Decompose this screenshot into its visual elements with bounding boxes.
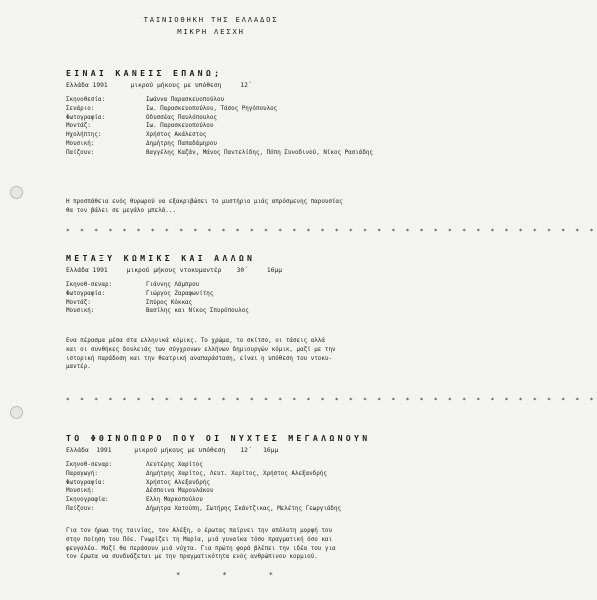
credit-row bbox=[66, 479, 406, 488]
separator: * * * * * * * * * * * * * * * * * * * * * * * * * * * * * * * * * * * * * * bbox=[66, 228, 597, 235]
credit-role: Σκηνοθεσία: bbox=[66, 97, 106, 103]
credit-name: Γιώργος Ζαραφωνίτης bbox=[146, 290, 214, 297]
credit-row bbox=[66, 114, 406, 123]
punch-hole bbox=[10, 406, 23, 419]
credit-row bbox=[66, 149, 406, 158]
film-title: ΤΟ ΦΘΙΝΟΠΩΡΟ ΠΟΥ ΟΙ ΝΥΧΤΕΣ ΜΕΓΑΛΩΝΟΥΝ bbox=[66, 433, 371, 443]
credit-row bbox=[66, 281, 406, 290]
credit-role: Φωτογραφία: bbox=[66, 290, 106, 297]
credit-role: Φωτογραφία: bbox=[66, 114, 106, 121]
synopsis-line: φευγαλέα. Μαζί θα περάσουν μιά νύχτα. Για πρώτη φορά βλέπει την ιδέα του για bbox=[66, 545, 336, 552]
credit-role: Σκηνογραφία: bbox=[66, 497, 109, 504]
credit-row bbox=[66, 496, 406, 505]
separator: * * * * * * * * * * * * * * * * * * * * * * * * * * * * * * * * * * * * * * bbox=[66, 397, 597, 404]
archive-name: ΤΑΙΝΙΟΘΗΚΗ ΤΗΣ ΕΛΛΑΔΟΣ bbox=[143, 15, 279, 24]
credit-name: Οδυσσέας Παυλόπουλος bbox=[146, 114, 217, 121]
credit-role: Παίζουν: bbox=[66, 505, 95, 512]
film-title: ΕΙΝΑΙ ΚΑΝΕΙΣ ΕΠΑΝΩ; bbox=[66, 68, 223, 78]
closing-asterisks: * * * bbox=[176, 571, 273, 579]
credit-row bbox=[66, 140, 406, 149]
credit-row bbox=[66, 307, 406, 316]
punch-hole bbox=[10, 186, 23, 199]
film-entry bbox=[66, 68, 406, 158]
synopsis-line: Ενα πέρασμα μέσα στα ελληνικά κόμικς. Το χρώμα, το σκίτσο, οι τάσεις αλλά bbox=[66, 338, 325, 344]
film-details: Ελλάδα 1991 μικρού μήκους με υπόθεση 12΄ bbox=[66, 82, 252, 89]
credits-list bbox=[66, 96, 406, 158]
synopsis-line: τον έρωτα να συνδυάζεται με την πραγματικότητα ενός ανθρώπινου κορμιού. bbox=[66, 554, 318, 561]
credits-list bbox=[66, 281, 406, 316]
credit-role: Μουσική: bbox=[66, 308, 95, 315]
credit-name: Βαγγέλης Καζάν, Μάνος Παντελίδης, Πόπη Συνοδινού, Νίκος Ρασιάδης bbox=[146, 149, 373, 156]
credit-row bbox=[66, 122, 406, 131]
credit-name: Χρήστος Ακάλεστος bbox=[146, 132, 207, 139]
synopsis-line: και οι συνθήκες δουλειάς των σύγχρονων ελλήνων δημιουργών κόμικ, μαζί με την bbox=[66, 346, 336, 353]
credit-name: Χρήστος Αλεξανδρής bbox=[146, 479, 210, 486]
credit-name: Λευτέρης Χαρίτος bbox=[146, 462, 203, 468]
credit-role: Μουσική: bbox=[66, 488, 95, 495]
credit-name: Δημήτρης Παπαδάμηρου bbox=[146, 140, 217, 147]
synopsis bbox=[66, 198, 406, 216]
credit-role: Ηχολήπτης: bbox=[66, 132, 102, 139]
synopsis-line: ιστορική παράδοση και την θεατρική αναπαράσταση, είναι η υπόθεση του ντοκυ- bbox=[66, 355, 332, 362]
credit-name: Δημήτρης Χαρίτος, Λευτ. Χαρίτος, Χρήστος Αλεξανδρής bbox=[146, 470, 327, 477]
synopsis-line: Για τον ήρωα της ταινίας, τον Αλέξη, ο έρωτας παίρνει την απόλυτη μορφή του bbox=[66, 528, 332, 534]
credit-name: Γιάννης Λάμπρου bbox=[146, 282, 200, 288]
credit-name: Ιω. Παρασκευοπούλου bbox=[146, 123, 214, 130]
credit-name: Βασίλης και Νίκος Σπυρόπουλος bbox=[146, 308, 249, 315]
credit-row bbox=[66, 96, 406, 105]
synopsis-line: θα τον βάλει σε μεγάλο μπελά... bbox=[66, 207, 176, 214]
credit-role: Σενάριο: bbox=[66, 105, 95, 112]
film-details: Ελλάδα 1991 μικρού μήκους με υπόθεση 12΄ 16μμ bbox=[66, 447, 279, 454]
credit-name: Σπύρος Κόκκας bbox=[146, 299, 193, 306]
credits-list bbox=[66, 461, 406, 514]
film-title: ΜΕΤΑΞΥ ΚΩΜΙΚΣ ΚΑΙ ΑΛΛΩΝ bbox=[66, 253, 256, 263]
credit-role: Σκηνοθ-σεναρ: bbox=[66, 282, 113, 288]
credit-row bbox=[66, 505, 406, 514]
club-name: ΜΙΚΡΗ ΛΕΣΧΗ bbox=[177, 27, 245, 36]
synopsis bbox=[66, 337, 406, 372]
credit-row bbox=[66, 290, 406, 299]
synopsis bbox=[66, 527, 406, 562]
credit-role: Μοντάζ: bbox=[66, 299, 91, 306]
film-details: Ελλάδα 1991 μικρού μήκους ντοκυμαντέρ 30΄ 16μμ bbox=[66, 267, 283, 274]
credit-name: Ιωάννα Παρασκευοπούλου bbox=[146, 97, 225, 103]
synopsis-line: στην ποίηση του Πόε. Γνωρίζει τη Μαρία, μιά γυναίκα τόσο πραγματική όσο και bbox=[66, 536, 332, 543]
credit-role: Μοντάζ: bbox=[66, 123, 91, 130]
credit-role: Σκηνοθ-σεναρ: bbox=[66, 462, 113, 468]
credit-row bbox=[66, 470, 406, 479]
credit-role: Μουσική: bbox=[66, 140, 95, 147]
synopsis-line: Η προσπάθεια ενός θυρωρού να εξακριβώσει το μυστήριο μιάς απρόσμενης παρουσίας bbox=[66, 199, 343, 205]
credit-row bbox=[66, 461, 406, 470]
credit-name: Δήμητρα Χατούπη, Σωτήρης Σκάντζικας, Μελέτης Γεωργιάδης bbox=[146, 505, 342, 512]
synopsis-line: μαντέρ. bbox=[66, 364, 91, 371]
credit-role: Παραγωγή: bbox=[66, 470, 98, 477]
credit-name: Ελλη Μαρκοπούλου bbox=[146, 497, 203, 504]
credit-row bbox=[66, 487, 406, 496]
credit-name: Δέσποινα Μαρουλάκου bbox=[146, 488, 214, 495]
credit-row bbox=[66, 299, 406, 308]
credit-name: Ιω. Παρασκευοπούλου, Τάσος Ρηγόπουλος bbox=[146, 105, 278, 112]
film-entry bbox=[66, 253, 406, 316]
film-entry bbox=[66, 433, 406, 514]
credit-role: Παίζουν: bbox=[66, 149, 95, 156]
credit-row bbox=[66, 131, 406, 140]
credit-row bbox=[66, 105, 406, 114]
credit-role: Φωτογραφία: bbox=[66, 479, 106, 486]
